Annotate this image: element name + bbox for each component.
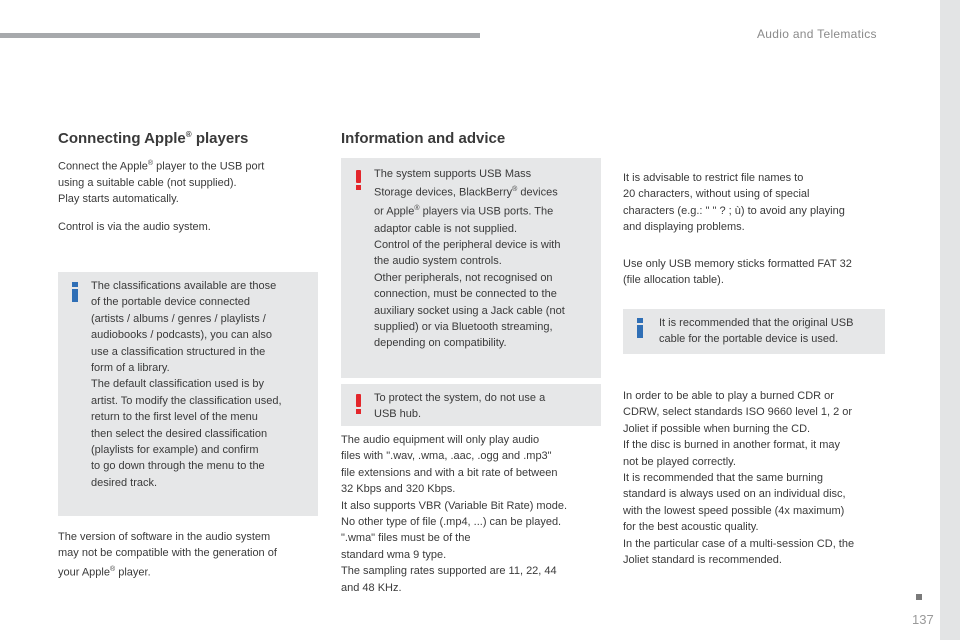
heading-information-advice: Information and advice — [341, 130, 506, 147]
page-number: 137 — [912, 612, 934, 627]
info-note-original-cable — [623, 309, 885, 354]
section-title: Audio and Telematics — [757, 27, 877, 41]
heading-connecting-apple: Connecting Apple® players — [58, 130, 249, 147]
warning-icon — [356, 394, 361, 414]
warning-note-usb-hub — [341, 384, 601, 426]
info-icon — [637, 318, 643, 338]
note-classifications-text: The classifications available are those of the portable device connected (artists / albums / genres / playlists / audiobooks / podcasts), you can also use a classification structured in the form of a library. The default classification used is by artist. To modify the classification used, return to the first level of the menu then select the desired classification (playlists for example) and confirm to go down through the menu to the desired track. — [91, 280, 282, 489]
info-icon — [72, 282, 78, 302]
paragraph-burned-cd: In order to be able to play a burned CDR or CDRW, select standards ISO 9660 level 1, 2 or Joliet if possible when burning the CD. If the disc is burned in another format, it may not be played correctly. It is recommended that the same burning standard is always used on an individual disc, with the lowest speed possible (4x maximum) for the best acoustic quality. In the particular case of a multi-session CD, the Joliet standard is recommended. — [623, 390, 855, 567]
paragraph-file-names: It is advisable to restrict file names to 20 characters, without using of special characters (e.g.: " " ? ; ù) to avoid any playing and displaying problems. — [623, 172, 845, 234]
header-rule — [0, 33, 480, 38]
note-original-cable-text: It is recommended that the original USB cable for the portable device is used. — [659, 317, 854, 346]
warning-usb-devices-text: The system supports USB Mass Storage devices, BlackBerry® devices or Apple® players via USB ports. The adaptor cable is not supplied. Control of the peripheral device is with the audio system controls. Other peripherals, not recognised on connection, must be connected to the auxiliary socket using a Jack cable (not supplied) or via Bluetooth streaming, depending on compatibility. — [374, 168, 565, 350]
paragraph-audio-formats: The audio equipment will only play audio files with ".wav, .wma, .aac, .ogg and .mp3" file extensions and with a bit rate of between 32 Kbps and 320 Kbps. It also supports VBR (Variable Bit Rate) mode. No other type of file (.mp4, ...) can be played. ".wma" files must be of the standard wma 9 type. The sampling rates supported are 11, 22, 44 and 48 KHz. — [341, 434, 568, 594]
info-note-classifications — [58, 272, 318, 516]
warning-usb-hub-text: To protect the system, do not use a USB hub. — [374, 392, 546, 421]
page-side-strip — [940, 0, 960, 640]
warning-icon — [356, 170, 361, 190]
end-of-section-marker — [916, 594, 922, 600]
paragraph-connect-player: Connect the Apple® player to the USB port using a suitable cable (not supplied). Play starts automatically. — [58, 160, 265, 206]
paragraph-software-version: The version of software in the audio system may not be compatible with the generation of your Apple® player. — [58, 531, 277, 579]
warning-note-usb-devices — [341, 158, 601, 378]
paragraph-fat32: Use only USB memory sticks formatted FAT 32 (file allocation table). — [623, 258, 852, 287]
paragraph-control: Control is via the audio system. — [58, 221, 211, 233]
